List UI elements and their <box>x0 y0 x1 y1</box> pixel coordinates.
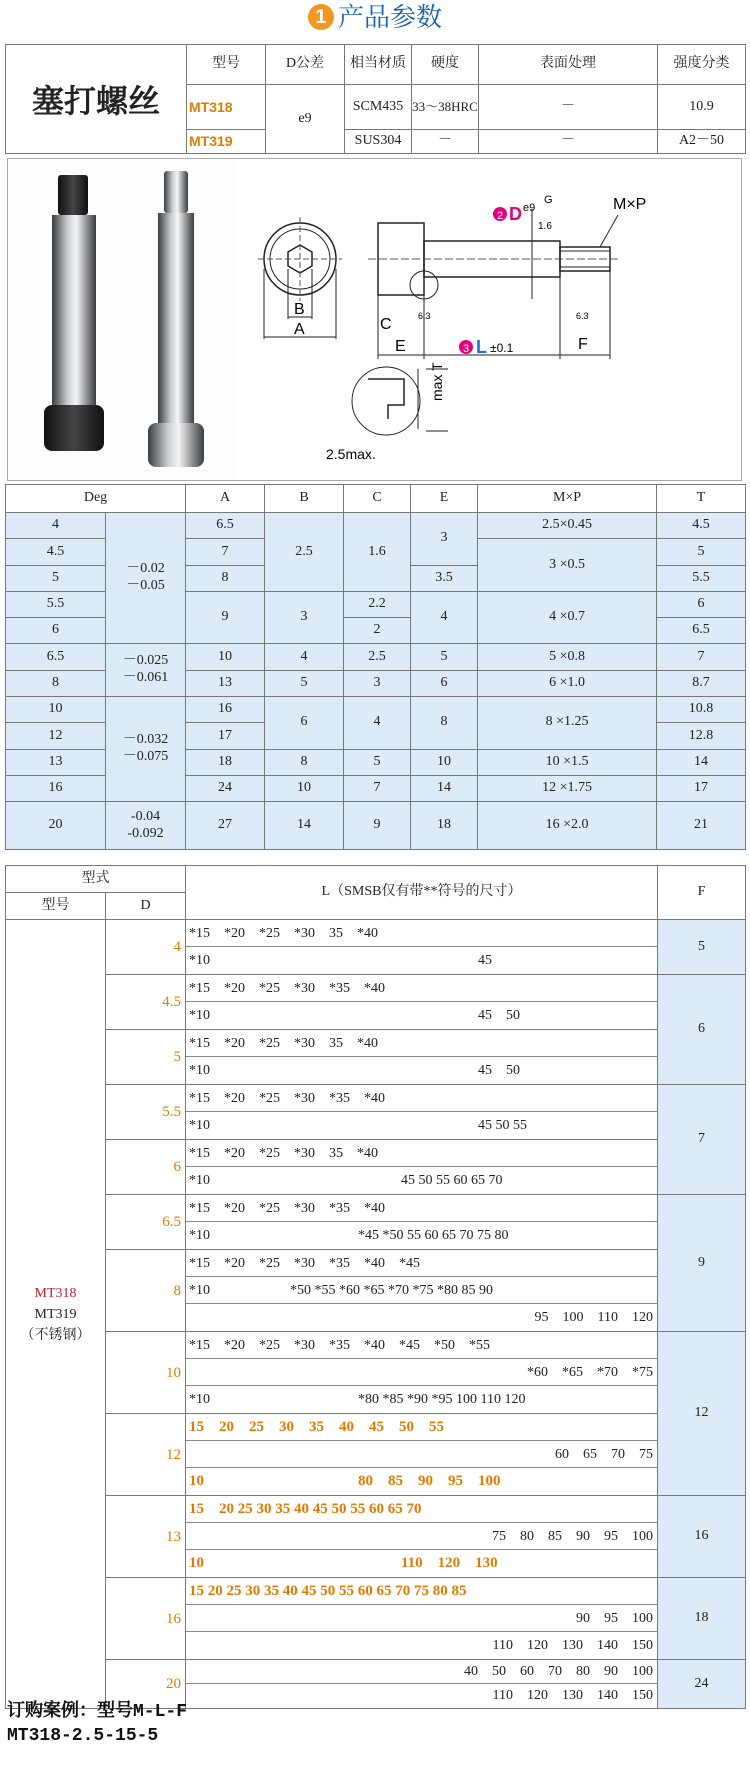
b-cell: 2.5 <box>265 513 344 592</box>
t-cell: 14 <box>657 749 746 775</box>
mxp-cell: 5 ×0.8 <box>478 644 657 670</box>
f-cell: 18 <box>658 1578 746 1660</box>
callout-3: 3 <box>463 343 470 355</box>
c-cell: 3 <box>344 670 411 696</box>
d-cell: 10 <box>106 1332 186 1414</box>
mxp-cell: 3 ×0.5 <box>478 539 657 592</box>
model-note: （不锈钢） <box>20 1327 91 1343</box>
tol-cell: -0.04 -0.092 <box>106 802 186 850</box>
l-line-text: *10 <box>189 1008 210 1023</box>
b-cell: 3 <box>265 591 344 644</box>
product-photo <box>8 159 238 480</box>
length-table <box>5 865 746 1709</box>
a-cell: 17 <box>186 723 265 749</box>
t-cell: 6.5 <box>657 618 746 644</box>
dim-d-sub: e9 <box>523 202 536 214</box>
order-example-code: MT318-2.5-15-5 <box>7 1726 159 1746</box>
l-line: *15 *20 *25 *30 35 *40 <box>186 920 657 947</box>
l-line-right: *50 *55 *60 *65 *70 *75 *80 85 90 <box>290 1283 493 1298</box>
l-line: 75 80 85 90 95 100 <box>186 1523 657 1550</box>
dim-c-label: C <box>380 316 392 333</box>
a-cell: 27 <box>186 802 265 850</box>
dimension-table <box>5 484 746 850</box>
c-cell: 7 <box>344 775 411 801</box>
l-line <box>186 1167 657 1194</box>
l-line: 40 50 60 70 80 90 100 <box>186 1660 657 1684</box>
strength-mt318: 10.9 <box>658 85 746 129</box>
d-cell: 5 <box>6 565 106 591</box>
dim-e-label: E <box>395 338 406 355</box>
e-cell: 10 <box>411 749 478 775</box>
l-cell <box>186 1195 658 1250</box>
l-cell <box>186 1030 658 1085</box>
e-cell: 14 <box>411 775 478 801</box>
l-line-text: *10 <box>189 1392 210 1407</box>
f-cell: 12 <box>658 1332 746 1496</box>
e-cell: 4 <box>411 591 478 644</box>
t-cell: 12.8 <box>657 723 746 749</box>
model-cell <box>6 920 106 1709</box>
d-cell: 4.5 <box>106 975 186 1030</box>
l-cell <box>186 1250 658 1332</box>
l-cell <box>186 1414 658 1496</box>
mxp-cell: 10 ×1.5 <box>478 749 657 775</box>
t-cell: 21 <box>657 802 746 850</box>
l-line <box>186 1386 657 1413</box>
tol-cell: －0.02 －0.05 <box>106 513 186 644</box>
f-cell: 24 <box>658 1660 746 1709</box>
header-model: 型号 <box>6 893 106 920</box>
t-cell: 5.5 <box>657 565 746 591</box>
l-line: 90 95 100 <box>186 1605 657 1632</box>
dim-d-label: D <box>509 204 522 224</box>
t-cell: 5 <box>657 539 746 565</box>
l-cell <box>186 1578 658 1660</box>
l-line: *15 *20 *25 *30 *35 *40 <box>186 1195 657 1222</box>
header-a: A <box>186 485 265 513</box>
l-line <box>186 1468 657 1495</box>
header-mxp: M×P <box>478 485 657 513</box>
b-cell: 14 <box>265 802 344 850</box>
d-cell: 13 <box>6 749 106 775</box>
d-cell: 6.5 <box>6 644 106 670</box>
l-line-text: *10 <box>189 1173 210 1188</box>
header-hardness: 硬度 <box>412 45 479 85</box>
roughness-6-3-a: 6.3 <box>418 311 431 321</box>
d-cell: 20 <box>6 802 106 850</box>
e-cell: 6 <box>411 670 478 696</box>
model-mt318: MT318 <box>187 85 266 129</box>
l-line-text: *10 <box>189 953 210 968</box>
b-cell: 6 <box>265 697 344 750</box>
t-cell: 10.8 <box>657 697 746 723</box>
a-cell: 7 <box>186 539 265 565</box>
e-cell: 3.5 <box>411 565 478 591</box>
header-b: B <box>265 485 344 513</box>
d-cell: 4 <box>6 513 106 539</box>
c-cell: 5 <box>344 749 411 775</box>
dim-a-label: A <box>294 321 305 338</box>
order-example-title: 订购案例：型号M-L-F <box>7 1702 188 1722</box>
l-line: *15 *20 *25 *30 35 *40 <box>186 1140 657 1167</box>
l-line: *15 *20 *25 *30 *35 *40 <box>186 975 657 1002</box>
section-title-text: 产品参数 <box>337 2 442 32</box>
tol-cell: －0.025 －0.061 <box>106 644 186 697</box>
mxp-cell: 8 ×1.25 <box>478 697 657 750</box>
a-cell: 24 <box>186 775 265 801</box>
l-line-text: *10 <box>189 1118 210 1133</box>
a-cell: 6.5 <box>186 513 265 539</box>
l-cell <box>186 1140 658 1195</box>
surface-mt318: － <box>479 85 658 129</box>
l-cell <box>186 920 658 975</box>
f-cell: 7 <box>658 1085 746 1195</box>
d-cell: 12 <box>106 1414 186 1496</box>
a-cell: 9 <box>186 591 265 644</box>
dim-l-tolerance: ±0.1 <box>490 341 514 355</box>
header-type: 型式 <box>6 866 186 893</box>
thread-mxp-label: M×P <box>613 196 647 213</box>
a-cell: 16 <box>186 697 265 723</box>
c-cell: 2.5 <box>344 644 411 670</box>
d-cell: 4.5 <box>6 539 106 565</box>
section-number-badge: 1 <box>308 4 334 30</box>
l-cell <box>186 1496 658 1578</box>
l-line-right: 110 120 130 <box>401 1555 498 1571</box>
t-cell: 4.5 <box>657 513 746 539</box>
product-figure-panel <box>7 158 742 481</box>
d-cell: 12 <box>6 723 106 749</box>
l-cell <box>186 975 658 1030</box>
t-cell: 8.7 <box>657 670 746 696</box>
header-c: C <box>344 485 411 513</box>
mxp-cell: 12 ×1.75 <box>478 775 657 801</box>
l-cell <box>186 1660 658 1709</box>
l-line: 15 20 25 30 35 40 45 50 55 <box>186 1414 657 1441</box>
d-cell: 5 <box>106 1030 186 1085</box>
mxp-cell: 6 ×1.0 <box>478 670 657 696</box>
hardness-mt319: － <box>412 129 479 153</box>
l-line: 110 120 130 140 150 <box>492 1638 653 1653</box>
l-line: 110 120 130 140 150 <box>492 1688 653 1703</box>
hardness-mt318: 33～38HRC <box>412 85 479 129</box>
d-cell: 5.5 <box>106 1085 186 1140</box>
dim-l-label: L <box>476 337 487 357</box>
l-line-text: 10 <box>189 1473 204 1489</box>
material-mt319: SUS304 <box>345 129 412 153</box>
e-cell: 3 <box>411 513 478 566</box>
l-cell <box>186 1332 658 1414</box>
l-line: *15 *20 *25 *30 35 *40 <box>186 1030 657 1057</box>
l-line-right: *45 *50 55 60 65 70 75 80 <box>358 1228 509 1243</box>
c-cell: 2 <box>344 618 411 644</box>
d-cell: 8 <box>106 1250 186 1332</box>
l-line-right: 45 <box>478 953 492 968</box>
header-e: E <box>411 485 478 513</box>
t-cell: 7 <box>657 644 746 670</box>
d-cell: 16 <box>6 775 106 801</box>
t-cell: 17 <box>657 775 746 801</box>
b-cell: 10 <box>265 775 344 801</box>
dim-f-label: F <box>578 336 588 353</box>
order-example <box>7 1700 187 1748</box>
l-line <box>186 1112 657 1139</box>
l-line <box>186 1002 657 1029</box>
mxp-cell: 16 ×2.0 <box>478 802 657 850</box>
header-model: 型号 <box>187 45 266 85</box>
l-line: 60 65 70 75 <box>186 1441 657 1468</box>
a-cell: 8 <box>186 565 265 591</box>
c-cell: 4 <box>344 697 411 750</box>
d-cell: 8 <box>6 670 106 696</box>
dimension-drawing <box>238 169 738 469</box>
d-cell: 6 <box>106 1140 186 1195</box>
d-tolerance-value: e9 <box>266 85 345 154</box>
l-line-text: *10 <box>189 1063 210 1078</box>
d-cell: 13 <box>106 1496 186 1578</box>
header-deg: Deg <box>6 485 186 513</box>
d-cell: 5.5 <box>6 591 106 617</box>
l-line-text: *10 <box>189 1228 210 1243</box>
dim-g-label: G <box>544 194 553 206</box>
header-strength: 强度分类 <box>658 45 746 85</box>
b-cell: 8 <box>265 749 344 775</box>
l-line-right: 45 50 55 60 65 70 <box>401 1173 503 1188</box>
tol-cell: －0.032 －0.075 <box>106 697 186 802</box>
roughness-6-3-b: 6.3 <box>576 311 589 321</box>
f-cell: 9 <box>658 1195 746 1332</box>
l-line-right: 45 50 <box>478 1063 520 1078</box>
d-cell: 6.5 <box>106 1195 186 1250</box>
header-d-tolerance: D公差 <box>266 45 345 85</box>
a-cell: 13 <box>186 670 265 696</box>
header-l: L（SMSB仅有带**符号的尺寸） <box>186 866 658 920</box>
l-line <box>186 947 657 974</box>
callout-2: 2 <box>497 210 504 222</box>
c-cell: 2.2 <box>344 591 411 617</box>
l-cell <box>186 1085 658 1140</box>
e-cell: 8 <box>411 697 478 750</box>
e-cell: 5 <box>411 644 478 670</box>
l-line: *15 *20 *25 *30 *35 *40 *45 <box>186 1250 657 1277</box>
a-cell: 10 <box>186 644 265 670</box>
l-line-text: *10 <box>189 1283 210 1298</box>
header-surface: 表面处理 <box>479 45 658 85</box>
chamfer-label: 2.5max. <box>326 446 376 462</box>
product-name: 塞打螺丝 <box>6 45 187 154</box>
model-mt319: MT319 <box>34 1306 77 1322</box>
l-line-right: 45 50 55 <box>478 1118 527 1133</box>
mxp-cell: 2.5×0.45 <box>478 513 657 539</box>
spec-table <box>5 44 746 154</box>
c-cell: 9 <box>344 802 411 850</box>
l-line: *60 *65 *70 *75 <box>186 1359 657 1386</box>
header-material: 相当材质 <box>345 45 412 85</box>
l-line-text: 10 <box>189 1555 204 1571</box>
l-line <box>186 1222 657 1249</box>
f-cell: 6 <box>658 975 746 1085</box>
d-cell: 10 <box>6 697 106 723</box>
l-line: *15 *20 *25 *30 *35 *40 *45 *50 *55 <box>186 1332 657 1359</box>
strength-mt319: A2－50 <box>658 129 746 153</box>
d-cell: 20 <box>106 1660 186 1709</box>
d-cell: 4 <box>106 920 186 975</box>
surface-mt319: － <box>479 129 658 153</box>
l-line: 95 100 110 120 <box>534 1310 653 1325</box>
l-line-right: 45 50 <box>478 1008 520 1023</box>
l-line <box>186 1277 657 1304</box>
f-cell: 16 <box>658 1496 746 1578</box>
l-line: 15 20 25 30 35 40 45 50 55 60 65 70 75 80 85 <box>186 1578 657 1605</box>
b-cell: 4 <box>265 644 344 670</box>
header-t: T <box>657 485 746 513</box>
d-cell: 16 <box>106 1578 186 1660</box>
e-cell: 18 <box>411 802 478 850</box>
t-cell: 6 <box>657 591 746 617</box>
a-cell: 18 <box>186 749 265 775</box>
d-cell: 6 <box>6 618 106 644</box>
l-line <box>186 1550 657 1577</box>
header-f: F <box>658 866 746 920</box>
b-cell: 5 <box>265 670 344 696</box>
dim-b-label: B <box>294 301 305 318</box>
f-cell: 5 <box>658 920 746 975</box>
l-line-right: 80 85 90 95 100 <box>358 1473 501 1489</box>
model-mt318: MT318 <box>34 1285 77 1301</box>
model-mt319: MT319 <box>187 129 266 153</box>
mxp-cell: 4 ×0.7 <box>478 591 657 644</box>
section-title <box>0 0 750 44</box>
l-line-right: *80 *85 *90 *95 100 110 120 <box>358 1392 526 1407</box>
header-d: D <box>106 893 186 920</box>
c-cell: 1.6 <box>344 513 411 592</box>
l-line: *15 *20 *25 *30 *35 *40 <box>186 1085 657 1112</box>
roughness-1-6: 1.6 <box>538 221 552 232</box>
l-line: 15 20 25 30 35 40 45 50 55 60 65 70 <box>186 1496 657 1523</box>
dim-t-label: max T <box>429 362 445 401</box>
l-line <box>186 1057 657 1084</box>
material-mt318: SCM435 <box>345 85 412 129</box>
